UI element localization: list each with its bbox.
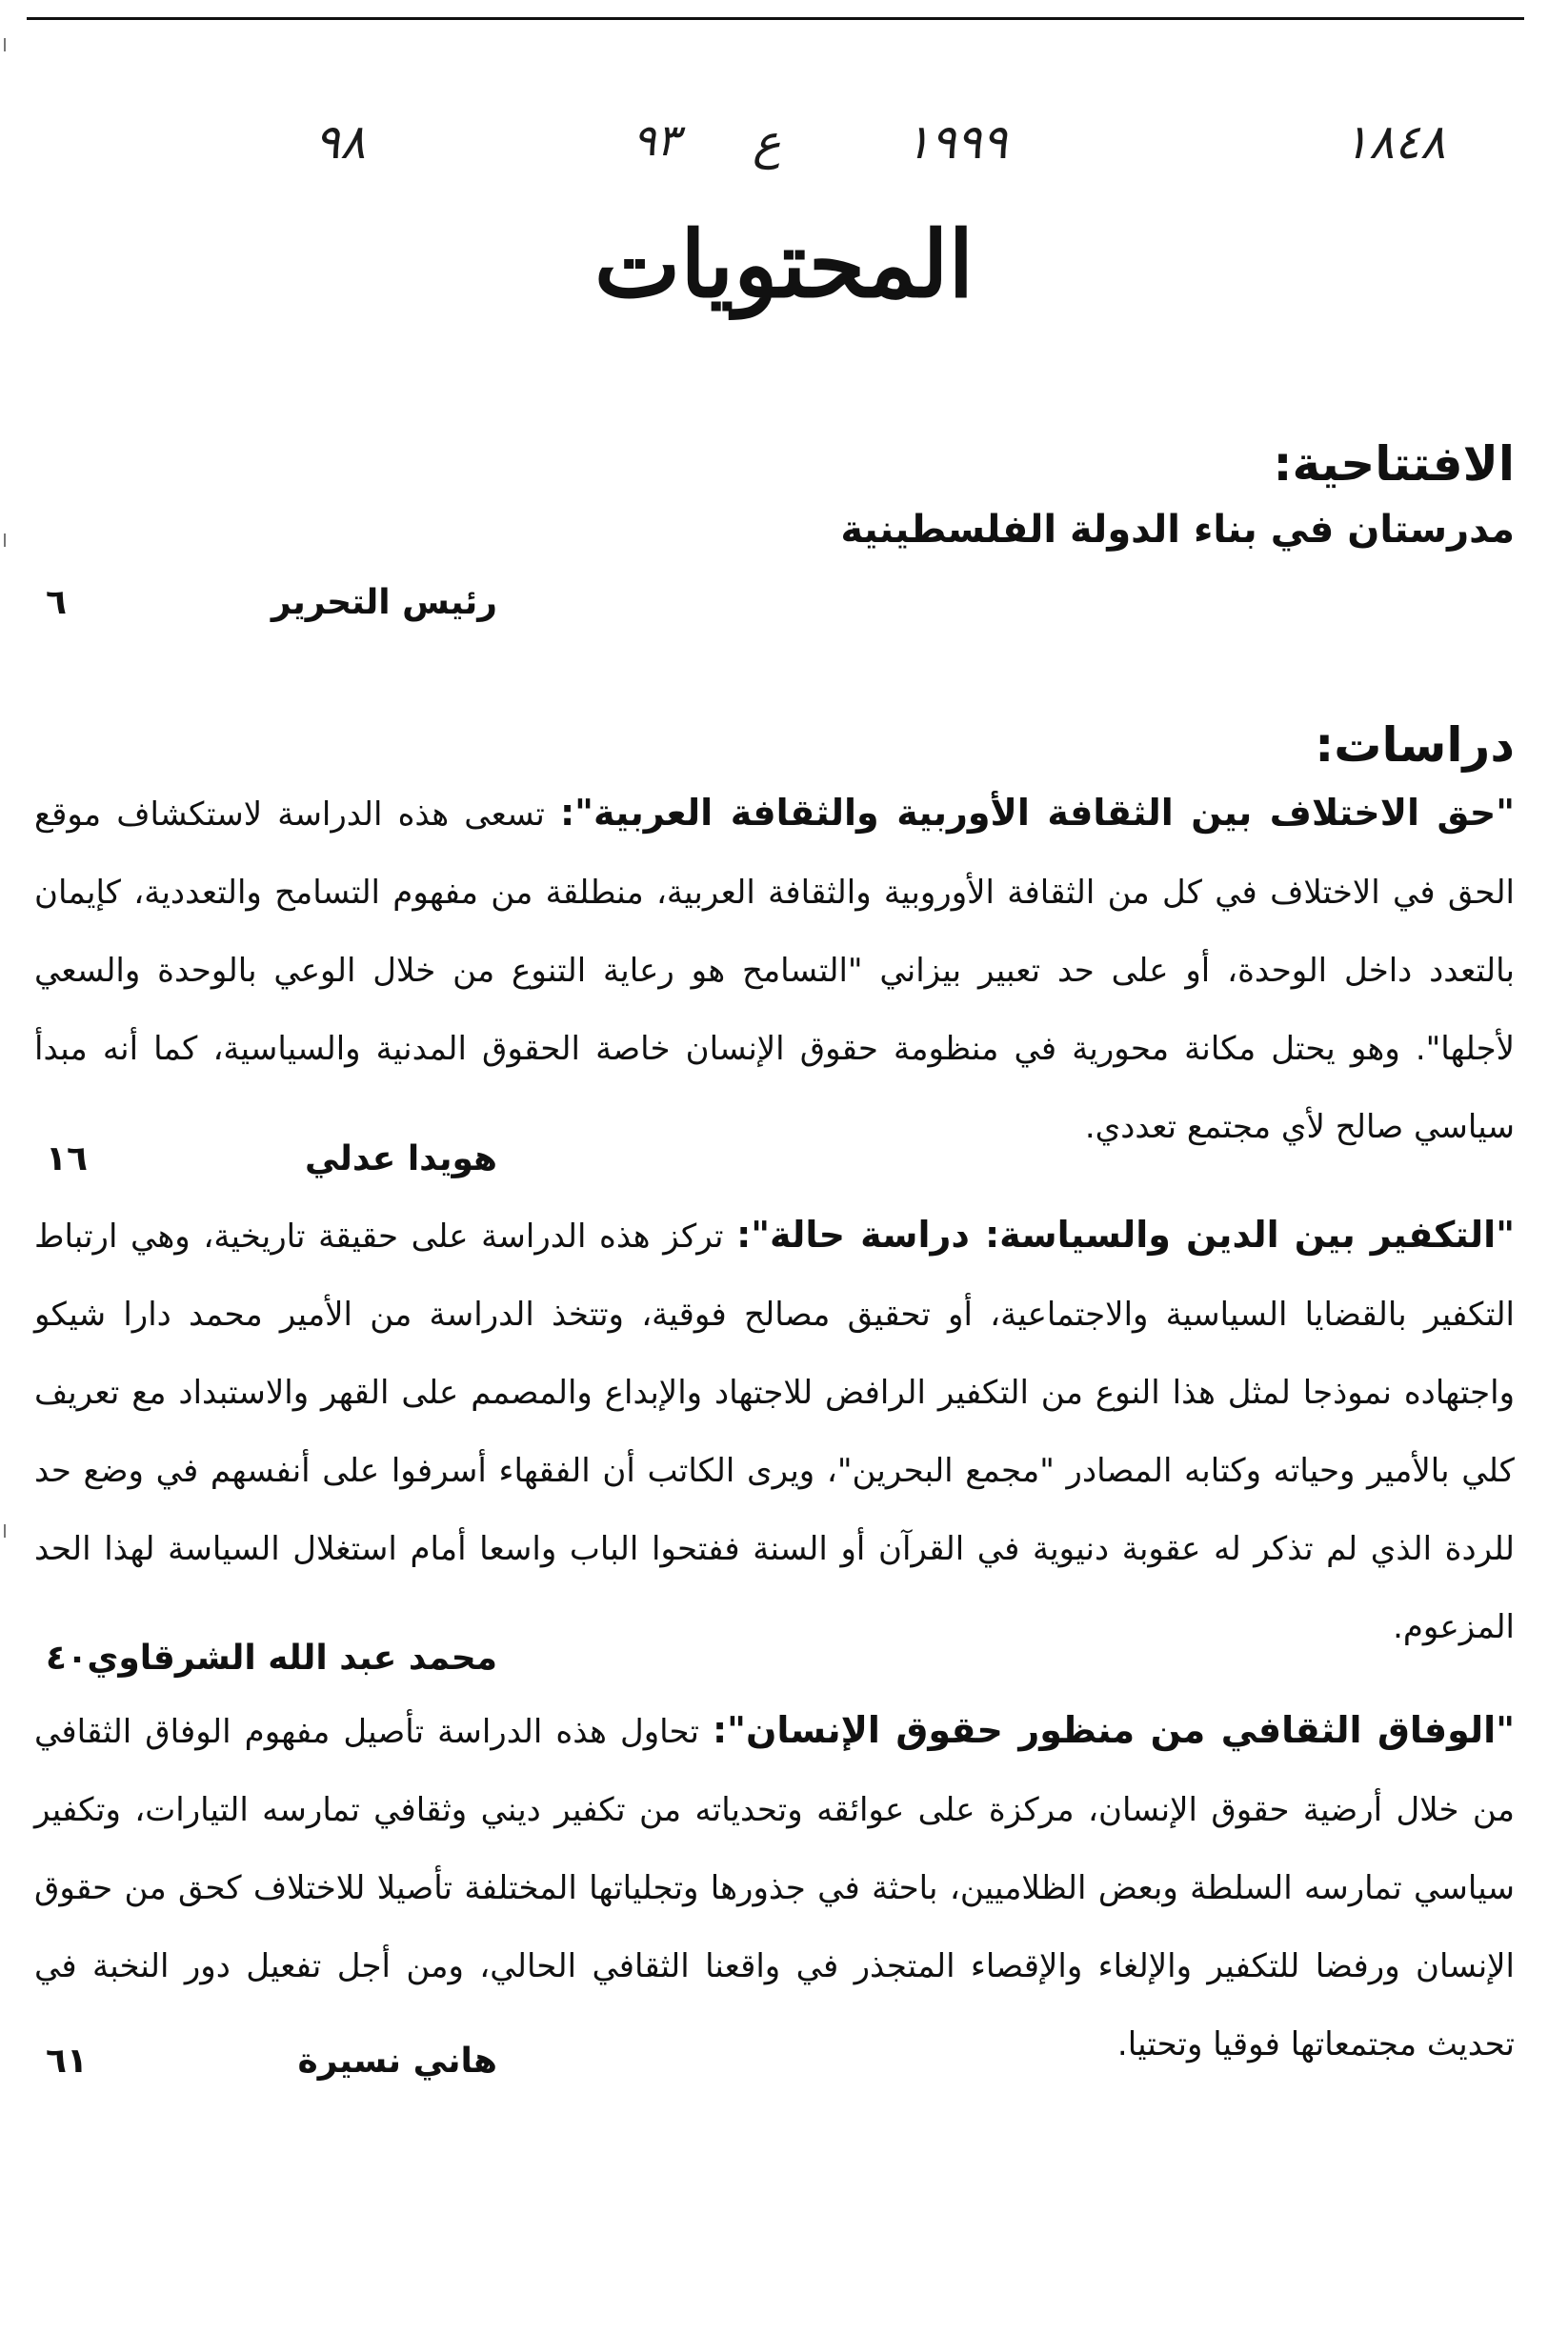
article-title: مدرستان في بناء الدولة الفلسطينية <box>840 508 1515 552</box>
margin-speck <box>4 1524 6 1538</box>
author-row <box>34 1139 1515 1197</box>
section-heading: الافتتاحية: <box>1273 436 1515 492</box>
entry-title: "الوفاق الثقافي من منظور حقوق الإنسان": <box>712 1709 1515 1751</box>
entry-summary: تسعى هذه الدراسة لاستكشاف موقع الحق في الاختلاف في كل من الثقافة الأوروبية والثقافة العربية، منطلقة من مفهوم التسامح والتعددية، كإيمان بالتعدد داخل الوحدة، أو على حد تعبير بيزاني "التسامح هو رعاية التنوع من خلال الوعي بالوحدة والسعي لأجلها". وهو يحتل مكانة محورية في منظومة حقوق الإنسان خاصة الحقوق المدنية والسياسية، كما أنه مبدأ سياسي صالح لأي مجتمع تعددي. <box>34 795 1515 1146</box>
entry-summary: تركز هذه الدراسة على حقيقة تاريخية، وهي ارتباط التكفير بالقضايا السياسية والاجتماعية، أو تحقيق مصالح فوقية، وتتخذ الدراسة من الأمير محمد دارا شيكو واجتهاده نموذجا لمثل هذا النوع من التكفير الرافض للاجتهاد والإبداع والمصمم على القهر والاستبداد مع تعريف كلي بالأمير وحياته وكتابه المصادر "مجمع البحرين"، ويرى الكاتب أن الفقهاء أسرفوا على أنفسهم في وضع حد للردة الذي لم تذكر له عقوبة دنيوية في القرآن أو السنة ففتحوا الباب واسعا أمام استغلال السياسة لهذا الحد المزعوم. <box>34 1218 1515 1646</box>
entry-paragraph <box>34 774 1515 1166</box>
handwritten-note: ع <box>753 114 781 170</box>
page-number: ٦ <box>46 583 67 622</box>
entry-paragraph <box>34 1691 1515 2083</box>
top-rule <box>27 17 1524 20</box>
editorial-title-block <box>34 505 1515 554</box>
handwritten-note: ٩٨ <box>314 114 366 170</box>
page-number: ١٦ <box>46 1139 88 1178</box>
page-title: المحتويات <box>593 211 975 318</box>
author-row <box>34 2042 1515 2099</box>
studies-heading <box>34 715 1515 776</box>
handwritten-note: ٩٣ <box>633 114 680 166</box>
author-name: محمد عبد الله الشرقاوي <box>87 1639 497 1678</box>
margin-speck <box>4 533 6 547</box>
author-name: هويدا عدلي <box>304 1139 497 1178</box>
toc-entry <box>34 1691 1515 2083</box>
handwritten-note: ١٨٤٨ <box>1343 114 1446 170</box>
entry-summary: تحاول هذه الدراسة تأصيل مفهوم الوفاق الثقافي من خلال أرضية حقوق الإنسان، مركزة على عوائقه وتحدياته من تكفير ديني وثقافي تمارسه التيارات، وتكفير سياسي تمارسه السلطة وبعض الظلاميين، باحثة في جذورها وتجلياتها المختلفة تأصيلا للاختلاف كحق من حقوق الإنسان ورفضا للتكفير والإلغاء والإقصاء المتجذر في واقعنا الثقافي الحالي، ومن أجل تفعيل دور النخبة في تحديث مجتمعاتها فوقيا وتحتيا. <box>34 1713 1515 2063</box>
toc-entry <box>34 774 1515 1166</box>
author-row <box>34 1639 1515 1696</box>
editorial-heading <box>34 433 1515 495</box>
toc-entry <box>34 1196 1515 1666</box>
margin-speck <box>4 38 6 51</box>
page-number: ٤٠ <box>46 1639 88 1678</box>
section-heading: دراسات: <box>1315 717 1515 773</box>
author-name: رئيس التحرير <box>271 583 497 622</box>
entry-title: "التكفير بين الدين والسياسة: دراسة حالة": <box>736 1214 1515 1256</box>
entry-paragraph <box>34 1196 1515 1666</box>
handwritten-note: ١٩٩٩ <box>905 114 1008 170</box>
entry-title: "حق الاختلاف بين الثقافة الأوربية والثقافة العربية": <box>559 792 1515 834</box>
author-row <box>34 583 1515 640</box>
author-name: هاني نسيرة <box>297 2042 497 2081</box>
page-number: ٦١ <box>46 2042 88 2081</box>
